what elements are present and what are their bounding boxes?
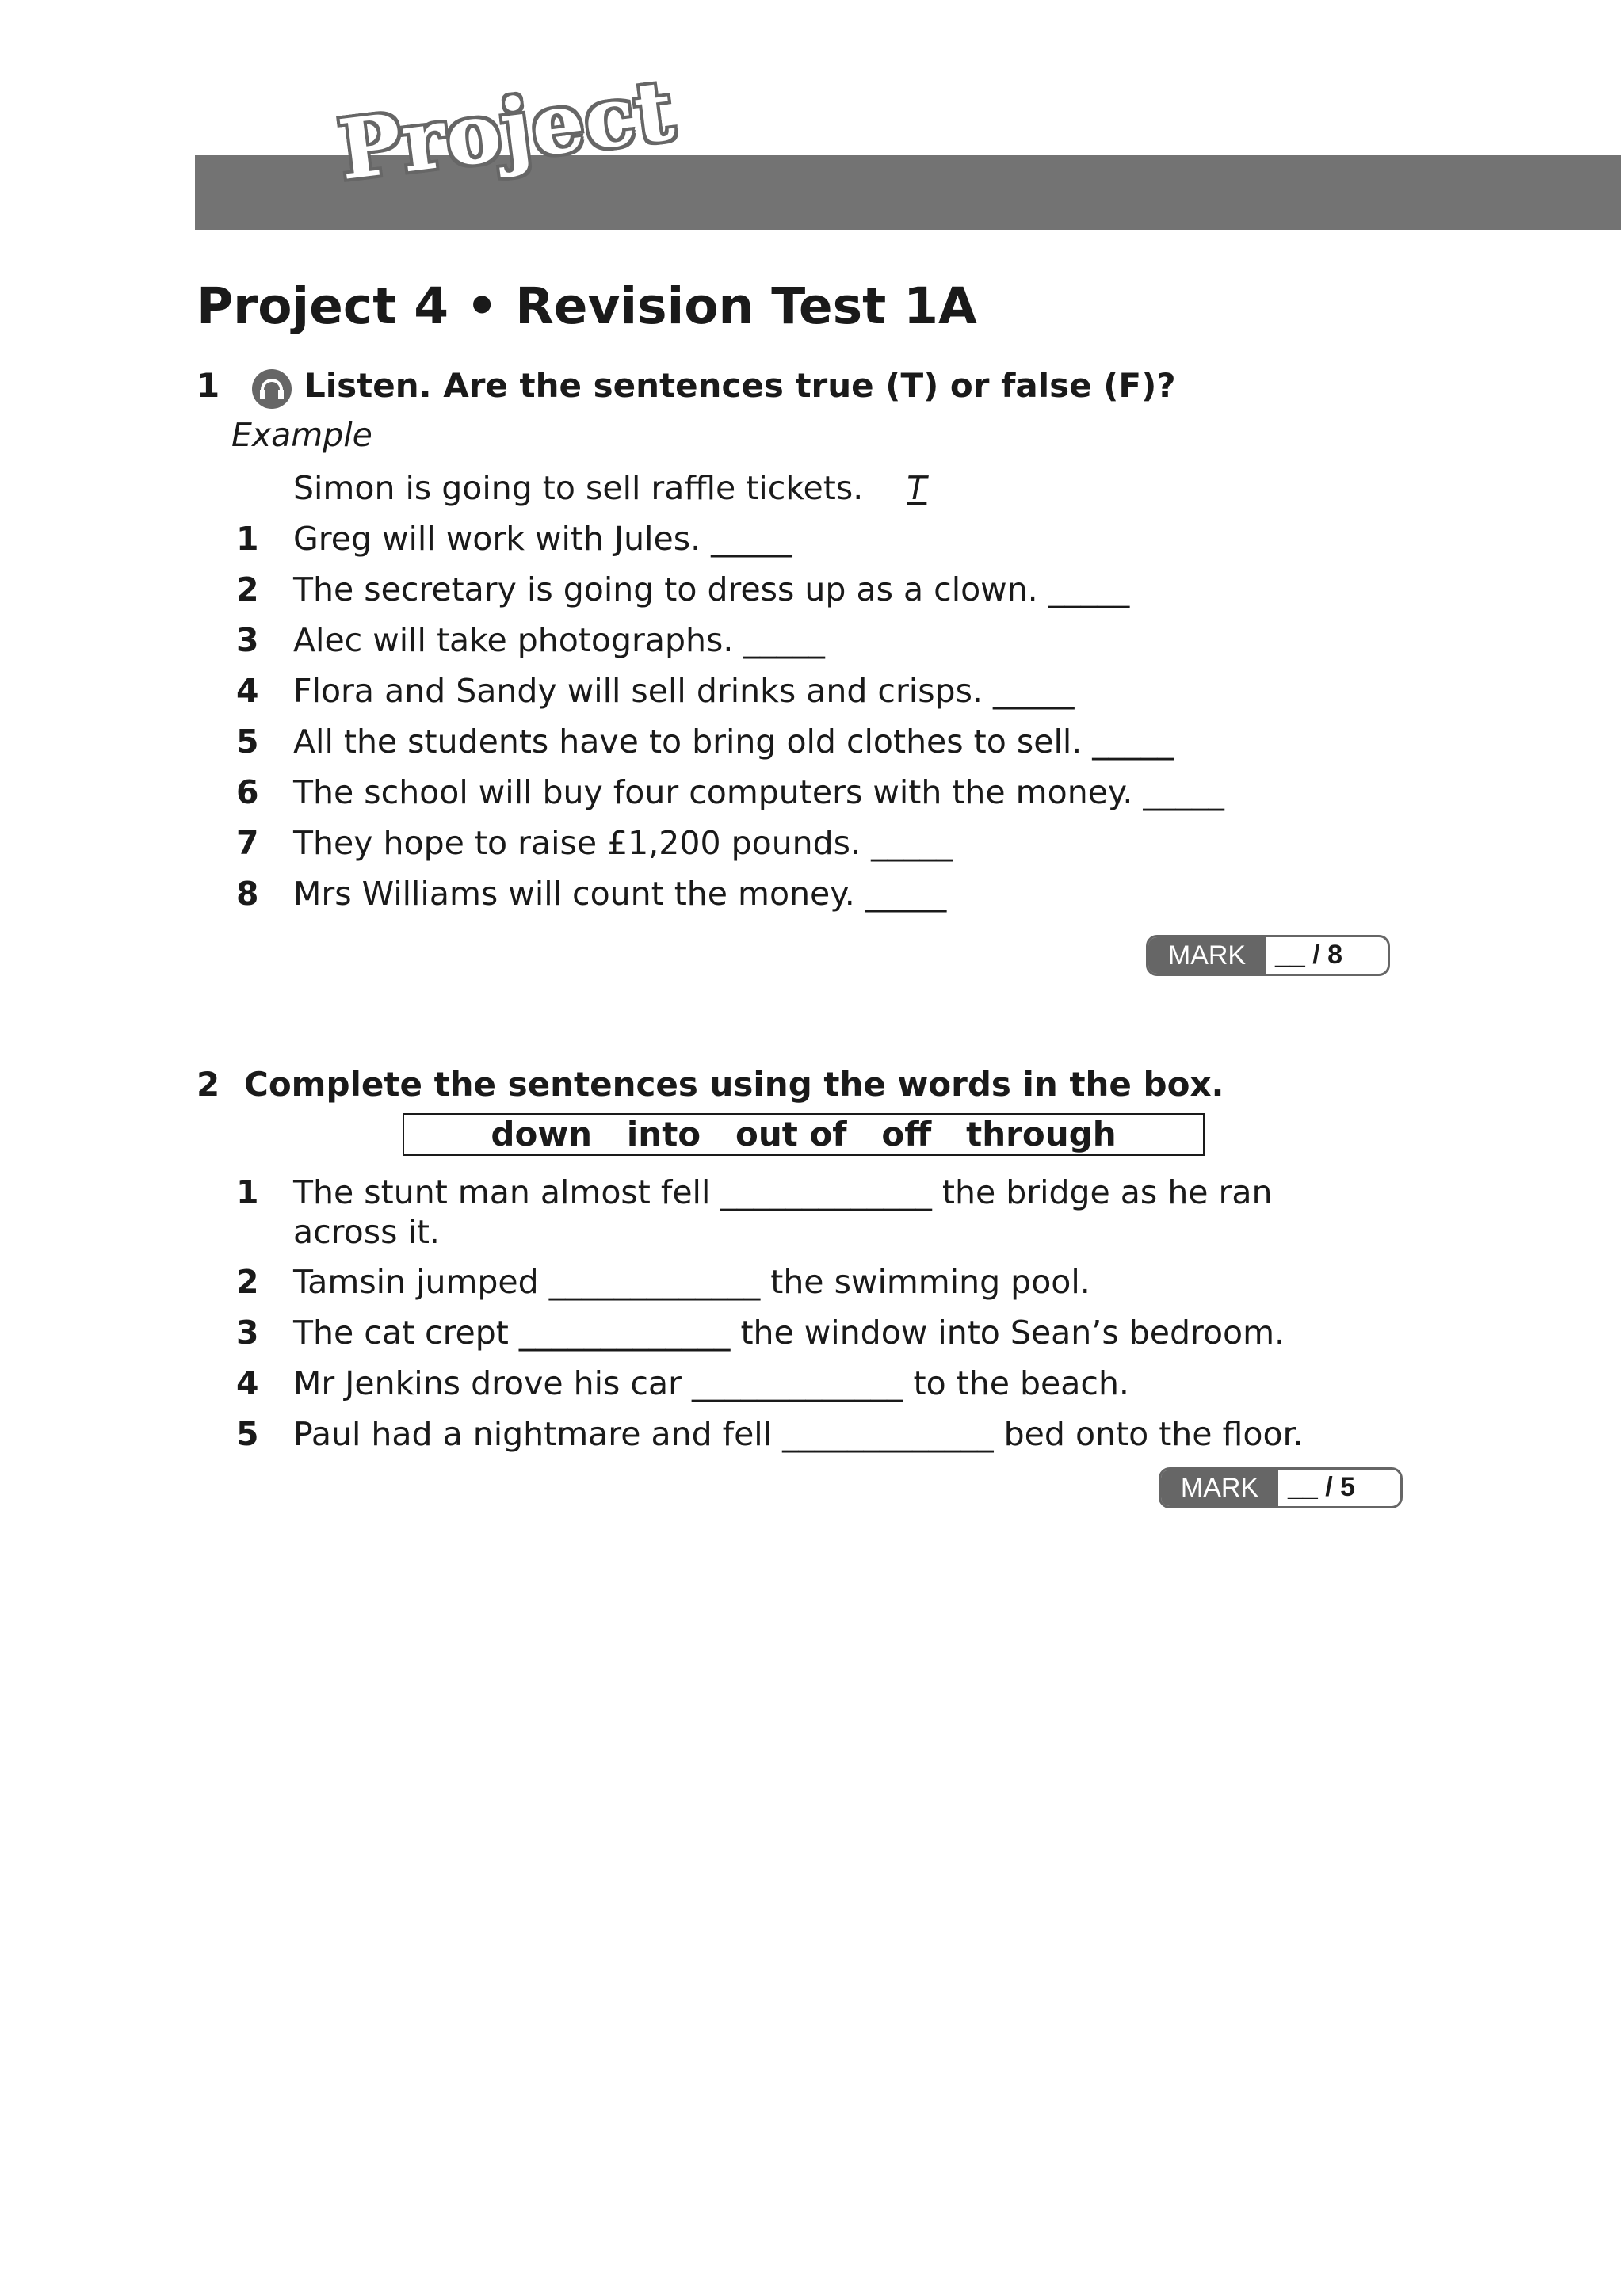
item-number: 3	[236, 621, 259, 659]
example-label: Example	[231, 416, 372, 454]
section-instruction: Listen. Are the sentences true (T) or false (F)?	[304, 366, 1176, 405]
project-logo: Project	[334, 61, 680, 200]
item-text: Greg will work with Jules. _____	[293, 520, 792, 558]
mark-label: MARK	[1161, 1470, 1278, 1506]
example-answer: T	[907, 469, 927, 507]
item-number: 5	[236, 1415, 259, 1453]
item-number: 6	[236, 773, 259, 811]
item-text: Tamsin jumped _____________ the swimming pool.	[293, 1263, 1090, 1301]
item-number: 8	[236, 875, 259, 913]
section-number: 1	[197, 366, 220, 405]
page-title: Project 4 • Revision Test 1A	[197, 277, 977, 335]
item-number: 1	[236, 1173, 259, 1211]
item-text: The stunt man almost fell _____________ the bridge as he ran	[293, 1173, 1273, 1211]
item-text: All the students have to bring old clothes to sell. _____	[293, 723, 1174, 761]
item-text: across it.	[293, 1213, 440, 1251]
headphones-icon	[252, 369, 292, 409]
item-number: 1	[236, 520, 259, 558]
item-text: Mr Jenkins drove his car _____________ to the beach.	[293, 1364, 1129, 1402]
mark-box	[1146, 935, 1390, 976]
section-instruction: Complete the sentences using the words in the box.	[244, 1065, 1224, 1104]
item-text: Alec will take photographs. _____	[293, 621, 825, 659]
item-number: 5	[236, 723, 259, 761]
example-text: Simon is going to sell raffle tickets.	[293, 469, 864, 507]
word-box: down into out of off through	[403, 1113, 1205, 1156]
mark-score: __ / 5	[1288, 1472, 1356, 1502]
item-text: The cat crept _____________ the window into Sean’s bedroom.	[293, 1314, 1285, 1352]
item-number: 7	[236, 824, 259, 862]
item-number: 4	[236, 672, 259, 710]
mark-score: __ / 8	[1275, 940, 1343, 970]
item-text: They hope to raise £1,200 pounds. _____	[293, 824, 953, 862]
section-number: 2	[197, 1065, 220, 1104]
mark-box	[1159, 1467, 1403, 1508]
item-text: Paul had a nightmare and fell _____________ bed onto the floor.	[293, 1415, 1304, 1453]
item-text: The school will buy four computers with the money. _____	[293, 773, 1224, 811]
item-number: 4	[236, 1364, 259, 1402]
item-text: Flora and Sandy will sell drinks and crisps. _____	[293, 672, 1075, 710]
item-text: Mrs Williams will count the money. _____	[293, 875, 947, 913]
mark-label: MARK	[1148, 937, 1266, 974]
item-number: 2	[236, 570, 259, 608]
item-text: The secretary is going to dress up as a clown. _____	[293, 570, 1130, 608]
item-number: 3	[236, 1314, 259, 1352]
item-number: 2	[236, 1263, 259, 1301]
